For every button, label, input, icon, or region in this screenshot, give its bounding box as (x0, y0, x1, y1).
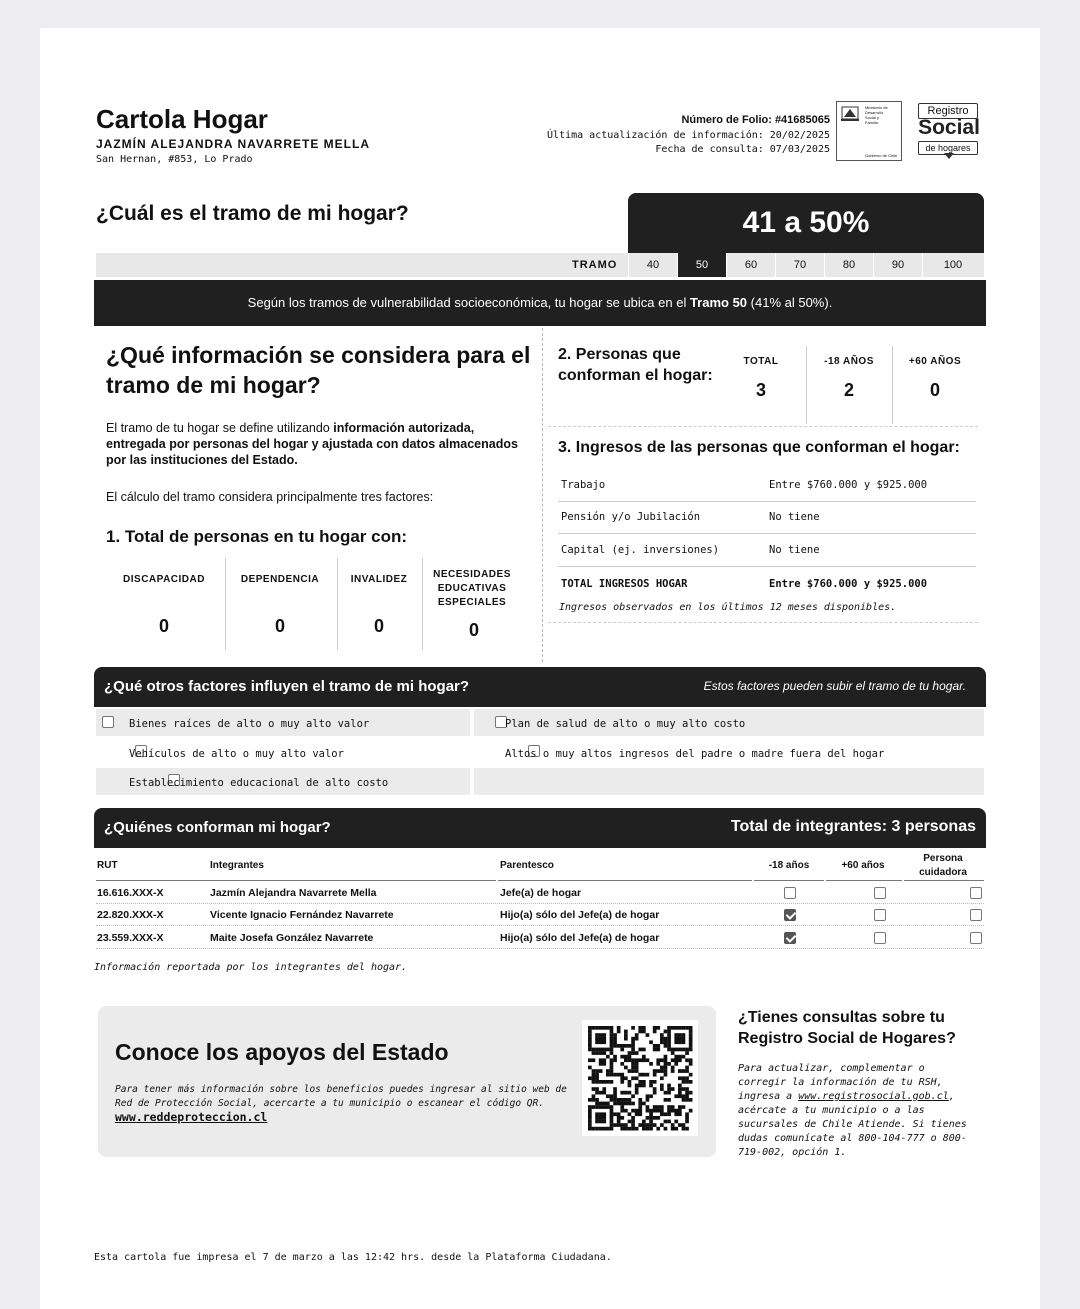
info-title: ¿Qué información se considera para el tramo de mi hogar? (106, 342, 531, 398)
member-caregiver-checkbox[interactable] (970, 909, 982, 921)
income-label: Capital (ej. inversiones) (561, 544, 720, 556)
factors-header (94, 667, 986, 707)
logo-main-text: Social (918, 116, 980, 139)
factor1-label: DEPENDENCIA (240, 574, 320, 585)
col-header-integrantes: Integrantes (210, 860, 264, 871)
factor1-col-dependencia (225, 558, 337, 650)
income-total-value: Entre $760.000 y $925.000 (769, 578, 928, 590)
tramo-cell-100: 100 (922, 253, 983, 277)
factor1-col-discapacidad (112, 558, 224, 650)
factor1-label: INVALIDEZ (350, 574, 408, 585)
factor1-value: 0 (158, 616, 169, 636)
factor1-value: 0 (373, 616, 384, 636)
factor1-col-invalidez (337, 558, 422, 650)
info-paragraph (106, 420, 526, 468)
col-header-caregiver: Persona cuidadora (919, 853, 967, 878)
member-caregiver-checkbox[interactable] (970, 887, 982, 899)
folio-number: Número de Folio: #41685065 (681, 114, 830, 126)
tramo-cell-50: 50 (677, 253, 726, 277)
tramo-cell-80: 80 (824, 253, 873, 277)
apoyos-text: Para tener más información sobre los beneficios puedes ingresar al sitio web de Red de Protección Social, acercarte a tu municipio o escanear el código QR. (115, 1084, 567, 1109)
page-title: Cartola Hogar (96, 104, 268, 134)
apoyos-title: Conoce los apoyos del Estado (115, 1039, 449, 1065)
factor-label: Establecimiento educacional de alto costo (129, 777, 389, 789)
factor-label: Plan de salud de alto o muy alto costo (505, 718, 746, 730)
ministry-logo (836, 101, 902, 161)
income-label: Pensión y/o Jubilación (561, 511, 701, 523)
member-caregiver-checkbox[interactable] (970, 932, 982, 944)
factor1-label: DISCAPACIDAD (123, 574, 205, 585)
factor2-label: +60 AÑOS (908, 356, 962, 367)
tramo-cell-60: 60 (726, 253, 775, 277)
tramo-scale (96, 253, 984, 277)
factors-title: ¿Qué otros factores influyen el tramo de mi hogar? (104, 678, 470, 695)
print-footer: Esta cartola fue impresa el 7 de marzo a las 12:42 hrs. desde la Plataforma Ciudadana. (94, 1252, 612, 1263)
ministry-line: Familia (865, 120, 878, 125)
income-row-divider (558, 566, 976, 567)
col-header-parentesco: Parentesco (500, 860, 554, 871)
consultas-text-part: , acércate a tu municipio o a las sucursales de Chile Atiende. Si tienes dudas comunícate al 800-104-777 o 800-719-002, opción 1. (738, 1091, 967, 1158)
logo-pointer (944, 153, 954, 159)
factor-label: Altos o muy altos ingresos del padre o madre fuera del hogar (505, 748, 885, 760)
tramo-banner (94, 280, 986, 326)
members-table (96, 850, 984, 950)
factor2-value: 3 (755, 380, 766, 400)
income-note: Ingresos observados en los últimos 12 meses disponibles. (559, 602, 897, 613)
members-note: Información reportada por los integrantes del hogar. (94, 962, 408, 973)
member-over60-checkbox[interactable] (874, 909, 886, 921)
factor2-label: TOTAL (743, 356, 779, 367)
consultas-title: ¿Tienes consultas sobre tu Registro Social de Hogares? (738, 1009, 956, 1047)
qr-code-icon[interactable] (582, 1020, 698, 1136)
tramo-cell-90: 90 (873, 253, 922, 277)
income-value: No tiene (769, 511, 820, 523)
info-text: El tramo de tu hogar se define utilizando (106, 421, 334, 435)
member-over60-checkbox[interactable] (874, 887, 886, 899)
member-rut: 16.616.XXX-X (97, 887, 164, 899)
member-over60-checkbox[interactable] (874, 932, 886, 944)
banner-range: (41% al 50%). (747, 295, 833, 310)
factor1-value: 0 (274, 616, 285, 636)
logo-bottom-text: de hogares (918, 141, 978, 155)
income-row-divider (558, 533, 976, 534)
consultas-link[interactable]: www.registrosocial.gob.cl (798, 1091, 949, 1102)
member-name: Jazmín Alejandra Navarrete Mella (210, 887, 377, 899)
member-relation: Hijo(a) sólo del Jefe(a) de hogar (500, 932, 660, 944)
factor1-grid (112, 558, 524, 650)
qr-code-image (582, 1020, 698, 1136)
member-relation: Hijo(a) sólo del Jefe(a) de hogar (500, 909, 660, 921)
factor2-col-total (720, 346, 806, 424)
banner-tramo: Tramo 50 (689, 295, 748, 310)
factor3-title: 3. Ingresos de las personas que conforman el hogar: (558, 439, 960, 456)
table-row (96, 927, 984, 949)
last-update: Última actualización de información: 20/02/2025 (547, 130, 830, 141)
column-divider (542, 328, 543, 662)
logo-top-text: Registro (918, 103, 978, 119)
factor1-col-necesidades (422, 558, 525, 650)
col-header-under18: -18 años (768, 860, 810, 871)
factor2-grid (720, 346, 976, 424)
document-page (40, 28, 1040, 1309)
member-name: Maite Josefa González Navarrete (210, 932, 374, 944)
member-under18-checkbox[interactable] (784, 887, 796, 899)
income-row-divider (558, 501, 976, 502)
factor1-label: NECESIDADES EDUCATIVAS ESPECIALES (433, 569, 511, 608)
factor-label: Vehículos de alto o muy alto valor (129, 748, 344, 760)
factor2-value: 2 (843, 380, 854, 400)
table-row (96, 882, 984, 904)
factor1-title: 1. Total de personas en tu hogar con: (106, 527, 408, 546)
factor-divider (548, 426, 978, 427)
tramo-cell-40: 40 (628, 253, 677, 277)
income-value: No tiene (769, 544, 820, 556)
coat-of-arms-icon (841, 106, 859, 122)
tramo-range: 41 a 50% (628, 193, 984, 253)
income-table (558, 470, 976, 630)
holder-address: San Hernan, #853, Lo Prado (96, 154, 253, 165)
member-relation: Jefe(a) de hogar (500, 887, 582, 899)
factor2-col-over60 (892, 346, 977, 424)
info-factors-intro: El cálculo del tramo considera principalmente tres factores: (106, 490, 434, 504)
registro-social-logo (912, 101, 986, 165)
factor-cell (474, 768, 984, 795)
income-value: Entre $760.000 y $925.000 (769, 479, 928, 491)
ministry-line: Social y (865, 115, 880, 120)
tramo-question: ¿Cuál es el tramo de mi hogar? (96, 202, 409, 225)
member-under18-checkbox[interactable] (784, 909, 796, 921)
col-header-over60: +60 años (841, 860, 885, 871)
ministry-line: Ministerio de (865, 105, 888, 110)
gov-label: Gobierno de Chile (865, 153, 898, 158)
member-rut: 23.559.XXX-X (97, 932, 164, 944)
member-rut: 22.820.XXX-X (97, 909, 164, 921)
members-title: ¿Quiénes conforman mi hogar? (104, 819, 331, 836)
factors-note: Estos factores pueden subir el tramo de tu hogar. (703, 679, 966, 693)
factor2-col-under18 (806, 346, 893, 424)
table-row (96, 904, 984, 926)
members-total: Total de integrantes: 3 personas (730, 818, 976, 835)
col-header-rut: RUT (97, 860, 118, 871)
ministry-line: Desarrollo (865, 110, 884, 115)
consult-date: Fecha de consulta: 07/03/2025 (655, 144, 830, 155)
factors-grid (96, 709, 984, 797)
consultas-text (738, 1062, 970, 1160)
factor1-value: 0 (468, 620, 479, 640)
income-label: Trabajo (561, 479, 606, 491)
tramo-cell-70: 70 (775, 253, 824, 277)
tramo-label: TRAMO (572, 259, 618, 271)
member-under18-checkbox[interactable] (784, 932, 796, 944)
factor2-label: -18 AÑOS (824, 356, 874, 367)
factor2-title: 2. Personas que conforman el hogar: (558, 346, 713, 384)
factor-label: Bienes raíces de alto o muy alto valor (129, 718, 370, 730)
income-bottom-divider (548, 622, 978, 623)
factor-checkbox[interactable] (102, 716, 114, 728)
info-text-bold: información autorizada, entregada por personas del hogar y ajustada con datos almacenados por las instituciones del Estado. (106, 421, 518, 467)
banner-text: Según los tramos de vulnerabilidad socioeconómica, tu hogar se ubica en el (247, 295, 690, 310)
members-header (94, 808, 986, 848)
consultas-text-part: Para actualizar, complementar o corregir la información de tu RSH, ingresa a (738, 1063, 943, 1102)
income-total-label: TOTAL INGRESOS HOGAR (561, 578, 688, 590)
member-name: Vicente Ignacio Fernández Navarrete (210, 909, 394, 921)
factor2-value: 0 (929, 380, 940, 400)
apoyos-link[interactable]: www.reddeproteccion.cl (115, 1110, 268, 1124)
apoyos-box (98, 1006, 716, 1157)
holder-name: JAZMÍN ALEJANDRA NAVARRETE MELLA (96, 137, 370, 151)
